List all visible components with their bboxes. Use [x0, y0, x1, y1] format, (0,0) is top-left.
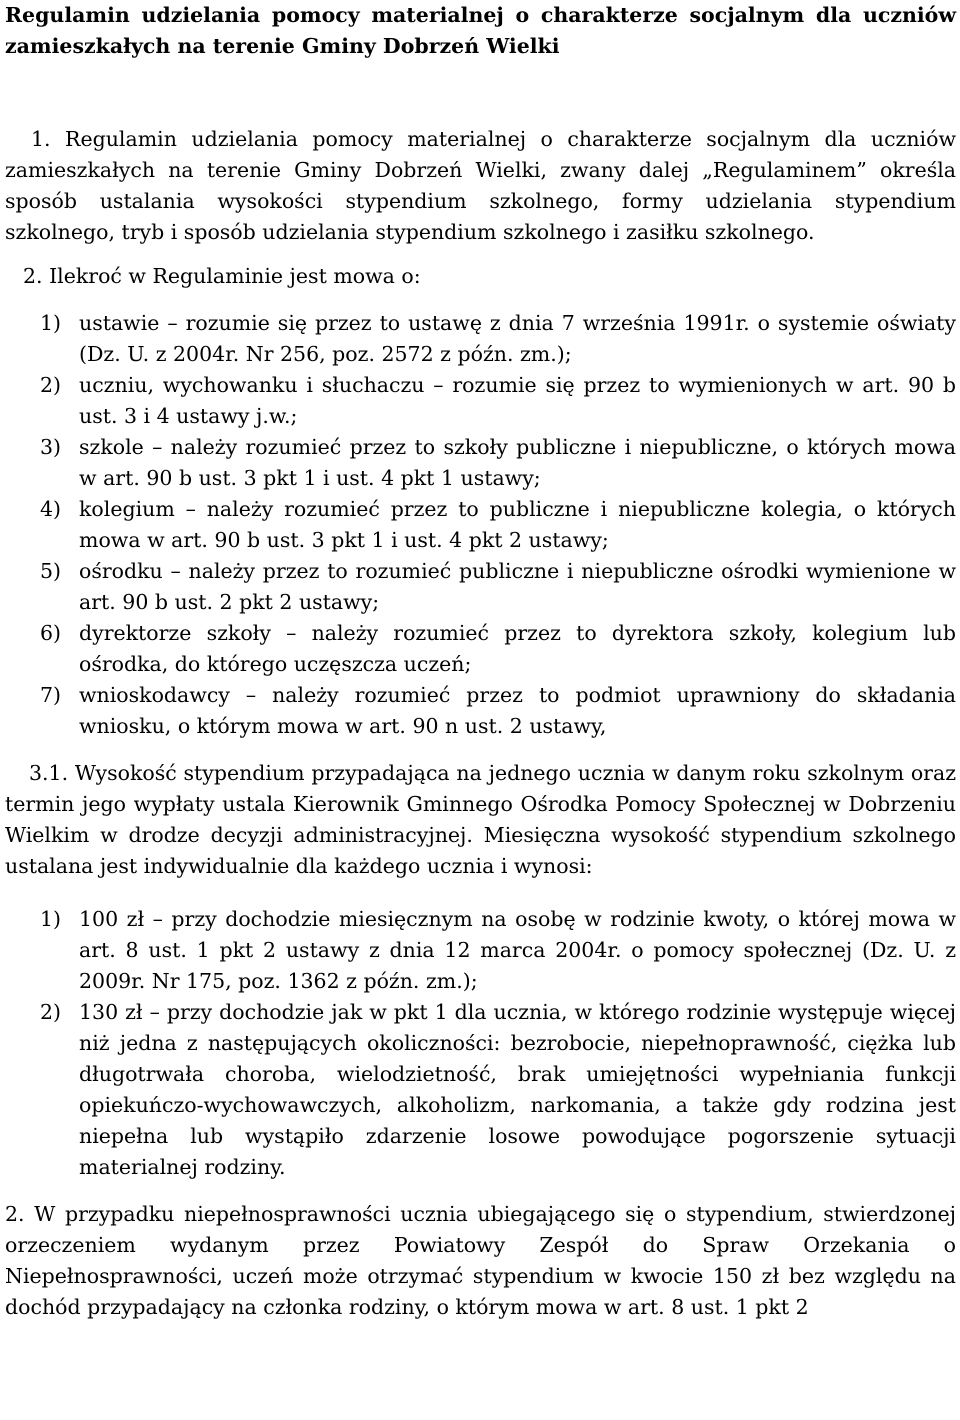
section-3-2: 2. W przypadku niepełnosprawności ucznia ubiegającego się o stypendium, stwierdzonej orzeczeniem wydanym przez Powiatowy Zespół do Spraw Orzekania o Niepełnosprawności, uczeń może otrzymać stypendium w kwocie 150 zł bez względu na dochód przypadający na członka rodziny, o którym mowa w art. 8 ust. 1 pkt 2 — [5, 1202, 956, 1319]
section-1: 1. Regulamin udzielania pomocy materialnej o charakterze socjalnym dla uczniów zamieszkałych na terenie Gminy Dobrzeń Wielki, zwany dalej „Regulaminem” określa sposób ustalania wysokości stypendium szkolnego, formy udzielania stypendium szkolnego, tryb i sposób udzielania stypendium szkolnego i zasiłku szkolnego. — [5, 127, 956, 244]
list-item: 5) ośrodku – należy przez to rozumieć publiczne i niepubliczne ośrodki wymienione w art. 90 b ust. 2 pkt 2 ustawy; — [40, 559, 956, 614]
list-item: 4) kolegium – należy rozumieć przez to publiczne i niepubliczne kolegia, o których mowa w art. 90 b ust. 3 pkt 1 i ust. 4 pkt 2 ustawy; — [40, 497, 956, 552]
list-item: 2) 130 zł – przy dochodzie jak w pkt 1 dla ucznia, w którego rodzinie występuje więcej niż jedna z następujących okoliczności: bezrobocie, niepełnoprawność, ciężka lub długotrwała choroba, wielodzietność, brak umiejętności wypełniania funkcji opiekuńczo-wychowawczych, alkoholizm, narkomania, a także gdy rodzina jest niepełna lub wystąpiło zdarzenie losowe powodujące pogorszenie sytuacji materialnej rodziny. — [40, 1000, 956, 1179]
list-item: 2) uczniu, wychowanku i słuchaczu – rozumie się przez to wymienionych w art. 90 b ust. 3 i 4 ustawy j.w.; — [40, 373, 956, 428]
document-title: Regulamin udzielania pomocy materialnej o charakterze socjalnym dla uczniów zamieszkałych na terenie Gminy Dobrzeń Wielki — [5, 3, 956, 58]
list-item: 1) ustawie – rozumie się przez to ustawę z dnia 7 września 1991r. o systemie oświaty (Dz. U. z 2004r. Nr 256, poz. 2572 z późn. zm.); — [40, 311, 956, 366]
list-item: 6) dyrektorze szkoły – należy rozumieć przez to dyrektora szkoły, kolegium lub ośrodka, do którego uczęszcza uczeń; — [40, 621, 956, 676]
list-item: 7) wnioskodawcy – należy rozumieć przez to podmiot uprawniony do składania wniosku, o którym mowa w art. 90 n ust. 2 ustawy, — [40, 683, 956, 738]
section-3-1: 3.1. Wysokość stypendium przypadająca na jednego ucznia w danym roku szkolnym oraz termin jego wypłaty ustala Kierownik Gminnego Ośrodka Pomocy Społecznej w Dobrzeniu Wielkim w drodze decyzji administracyjnej. Miesięczna wysokość stypendium szkolnego ustalana jest indywidualnie dla każdego ucznia i wynosi: — [5, 761, 956, 878]
definitions-list — [5, 308, 956, 742]
list-item: 1) 100 zł – przy dochodzie miesięcznym na osobę w rodzinie kwoty, o której mowa w art. 8 ust. 1 pkt 2 ustawy z dnia 12 marca 2004r. o pomocy społecznej (Dz. U. z 2009r. Nr 175, poz. 1362 z późn. zm.); — [40, 907, 956, 993]
stipend-amounts-list — [5, 904, 956, 1183]
section-2-intro: 2. Ilekroć w Regulaminie jest mowa o: — [23, 264, 421, 288]
list-item: 3) szkole – należy rozumieć przez to szkoły publiczne i niepubliczne, o których mowa w art. 90 b ust. 3 pkt 1 i ust. 4 pkt 1 ustawy; — [40, 435, 956, 490]
